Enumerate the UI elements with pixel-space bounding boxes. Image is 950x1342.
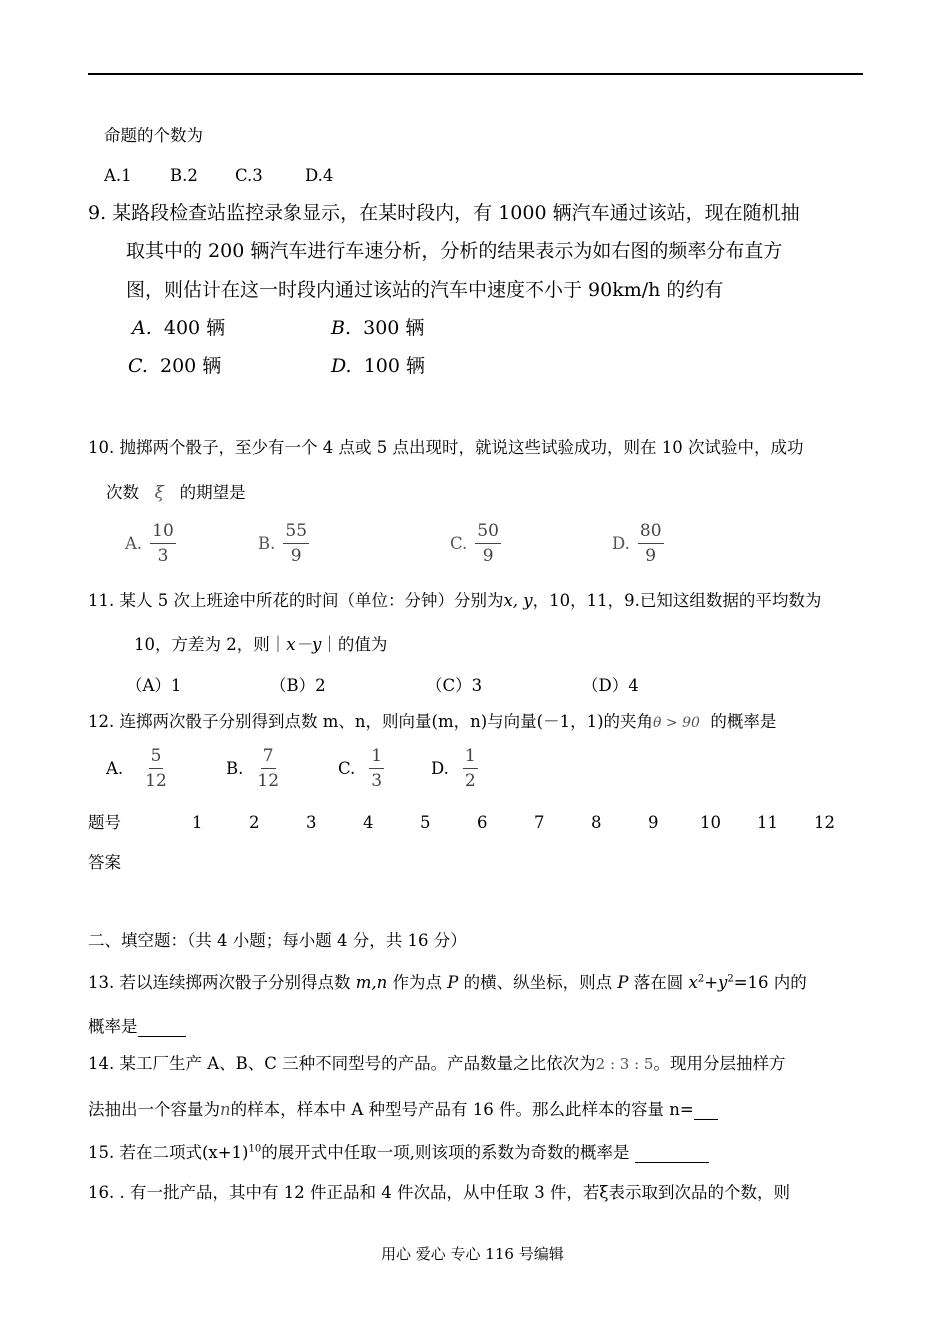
q12-line-1-post: 的概率是 <box>710 712 777 731</box>
q8-option-d: D.4 <box>305 166 334 185</box>
q15-pre: 15. 若在二项式(x+1) <box>88 1143 249 1162</box>
page-footer: 用心 爱心 专心 116 号编辑 <box>381 1245 564 1263</box>
q9-option-a-label: A. <box>132 317 152 339</box>
numerator: 1 <box>463 748 478 769</box>
q9-option-d-label: D. <box>331 355 352 377</box>
q11-line-2-pre: 10，方差为 2，则｜ <box>134 635 287 654</box>
q12-option-d <box>431 748 478 790</box>
q12-option-c-label: C. <box>338 758 356 778</box>
q13-mid-1: 作为点 <box>392 973 443 992</box>
numerator: 1 <box>369 748 384 769</box>
q13-line-2 <box>88 1019 186 1037</box>
q14-line-2-post: 的样本，样本中 A 种型号产品有 16 件。那么此样本的容量 n= <box>230 1100 694 1119</box>
answer-table-row-label-number: 题号 <box>88 813 121 832</box>
q14-line-1-post: 。现用分层抽样方 <box>653 1054 786 1073</box>
q11-vars: x, y <box>503 591 533 610</box>
q12-option-b-label: B. <box>226 758 244 778</box>
q11-option-b: （B）2 <box>270 676 326 695</box>
answer-table-col-5: 5 <box>420 813 431 832</box>
q12-angle-condition: θ > 90 <box>653 715 700 731</box>
answer-table-col-10: 10 <box>700 813 721 832</box>
q10-line-2-pre: 次数 <box>106 483 139 502</box>
q12-option-d-label: D. <box>431 758 449 778</box>
q9-option-b-label: B. <box>331 317 352 339</box>
q12-option-a-fraction <box>145 748 167 790</box>
q14-ratio: 2 : 3 : 5 <box>595 1055 654 1073</box>
q13-var-p-1: P <box>447 973 459 992</box>
q10-option-b <box>258 523 309 565</box>
numerator: 80 <box>638 523 664 544</box>
q10-line-2-post: 的期望是 <box>179 483 246 502</box>
header-rule <box>88 73 863 75</box>
q9-option-c <box>128 357 221 376</box>
q9-option-d <box>331 357 425 376</box>
q10-option-d-fraction <box>638 523 664 565</box>
q11-expr: x－y <box>286 635 322 654</box>
q13-mid-3: 落在圆 <box>633 973 684 992</box>
answer-table-col-3: 3 <box>306 813 317 832</box>
q13-line-2-text: 概率是 <box>88 1017 138 1036</box>
q10-option-a-label: A. <box>125 533 143 553</box>
q13-y: y <box>718 973 728 992</box>
q10-xi-symbol: ξ <box>154 483 164 502</box>
q14-answer-blank[interactable] <box>694 1102 718 1120</box>
q11-line-2-post: ｜的值为 <box>321 635 388 654</box>
denominator: 12 <box>145 771 167 791</box>
answer-table-col-9: 9 <box>648 813 659 832</box>
q12-option-c <box>338 748 384 790</box>
q9-line-1: 9. 某路段检查站监控录象显示，在某时段内，有 1000 辆汽车通过该站，现在随机抽 <box>88 202 800 224</box>
answer-table-col-2: 2 <box>249 813 260 832</box>
q13-y-exponent: 2 <box>727 973 734 985</box>
q8-option-a: A.1 <box>104 166 132 185</box>
q13-x-exponent: 2 <box>697 973 705 985</box>
q15-line <box>88 1145 709 1163</box>
q9-option-b <box>331 319 424 338</box>
q14-line-1-pre: 14. 某工厂生产 A、B、C 三种不同型号的产品。产品数量之比依次为 <box>88 1054 596 1073</box>
q10-option-a <box>125 523 176 565</box>
q11-line-1-pre: 11. 某人 5 次上班途中所花的时间（单位：分钟）分别为 <box>88 591 504 610</box>
denominator: 3 <box>157 546 169 566</box>
numerator: 50 <box>475 523 501 544</box>
denominator: 3 <box>371 771 383 791</box>
q9-option-a <box>132 319 225 338</box>
q10-option-d-label: D. <box>612 533 630 553</box>
q12-option-d-fraction <box>463 748 478 790</box>
q10-option-a-fraction <box>150 523 176 565</box>
answer-table-col-4: 4 <box>363 813 374 832</box>
answer-table-col-1: 1 <box>192 813 203 832</box>
section-2-heading: 二、填空题：（共 4 小题；每小题 4 分，共 16 分） <box>88 931 467 950</box>
answer-table-col-6: 6 <box>477 813 488 832</box>
q14-line-2-pre: 法抽出一个容量为 <box>88 1100 220 1119</box>
q10-option-d <box>612 523 664 565</box>
q11-option-a: （A）1 <box>126 676 182 695</box>
q13-line-1 <box>88 975 807 992</box>
answer-table-col-8: 8 <box>591 813 602 832</box>
q14-line-1 <box>88 1056 785 1073</box>
q9-option-d-text: 100 辆 <box>363 355 426 377</box>
q10-option-c-label: C. <box>450 533 468 553</box>
q8-option-b: B.2 <box>170 166 198 185</box>
q13-mid-2: 的横、纵坐标，则点 <box>463 973 613 992</box>
denominator: 12 <box>257 771 280 791</box>
q12-line-1 <box>88 714 776 731</box>
numerator: 55 <box>283 523 309 544</box>
q11-line-1 <box>88 593 821 610</box>
q11-line-2 <box>134 637 387 654</box>
q11-option-d: （D）4 <box>582 676 639 695</box>
q9-option-a-text: 400 辆 <box>163 317 226 339</box>
q10-option-c <box>450 523 501 565</box>
q13-answer-blank[interactable] <box>138 1019 186 1037</box>
q12-option-c-fraction <box>369 748 384 790</box>
answer-table-col-11: 11 <box>757 813 778 832</box>
q13-plus: + <box>704 973 719 992</box>
denominator: 9 <box>482 546 494 566</box>
numerator: 7 <box>261 748 276 769</box>
numerator: 10 <box>150 523 176 544</box>
q9-option-c-label: C. <box>128 355 148 377</box>
q11-option-c: （C）3 <box>426 676 483 695</box>
q9-option-b-text: 300 辆 <box>363 317 425 339</box>
answer-table-row-label-answer: 答案 <box>88 853 121 872</box>
q10-line-1: 10. 抛掷两个骰子，至少有一个 4 点或 5 点出现时，就说这些试验成功，则在 10 次试验中，成功 <box>88 438 804 457</box>
q13-var-mn: m,n <box>355 973 388 992</box>
q9-line-3: 图，则估计在这一时段内通过该站的汽车中速度不小于 90km/h 的约有 <box>126 279 724 301</box>
denominator: 9 <box>645 546 657 566</box>
q12-line-1-pre: 12. 连掷两次骰子分别得到点数 m、n，则向量(m，n)与向量(－1，1)的夹角 <box>88 712 654 731</box>
q12-option-b-fraction <box>257 748 279 790</box>
answer-table-col-7: 7 <box>534 813 545 832</box>
q13-pre: 13. 若以连续掷两次骰子分别得点数 <box>88 973 351 992</box>
q13-x: x <box>688 973 698 992</box>
q10-option-c-fraction <box>475 523 501 565</box>
q14-var-n: n <box>220 1100 231 1119</box>
q12-option-a <box>106 748 167 790</box>
q8-stem-tail: 命题的个数为 <box>104 126 203 145</box>
q11-line-1-post: ，10，11，9.已知这组数据的平均数为 <box>532 591 822 610</box>
q15-post: 的展开式中任取一项,则该项的系数为奇数的概率是 <box>261 1143 630 1162</box>
q8-option-c: C.3 <box>235 166 263 185</box>
q12-option-a-label: A. <box>106 758 124 778</box>
denominator: 9 <box>290 546 302 566</box>
denominator: 2 <box>464 771 476 791</box>
q10-line-2 <box>106 485 246 502</box>
q10-option-b-label: B. <box>258 533 276 553</box>
q15-exponent: 10 <box>248 1143 262 1155</box>
q13-tail: =16 内的 <box>733 973 807 992</box>
q16-line-1: 16. . 有一批产品，其中有 12 件正品和 4 件次品，从中任取 3 件，若ξ表示取到次品的个数，则 <box>88 1183 791 1202</box>
answer-table-col-12: 12 <box>814 813 835 832</box>
q15-answer-blank[interactable] <box>635 1145 709 1163</box>
q9-option-c-text: 200 辆 <box>160 355 222 377</box>
q9-line-2: 取其中的 200 辆汽车进行车速分析，分析的结果表示为如右图的频率分布直方 <box>126 240 783 262</box>
q13-var-p-2: P <box>617 973 629 992</box>
numerator: 5 <box>149 748 164 769</box>
q10-option-b-fraction <box>283 523 309 565</box>
q14-line-2 <box>88 1102 718 1120</box>
q12-option-b <box>226 748 279 790</box>
